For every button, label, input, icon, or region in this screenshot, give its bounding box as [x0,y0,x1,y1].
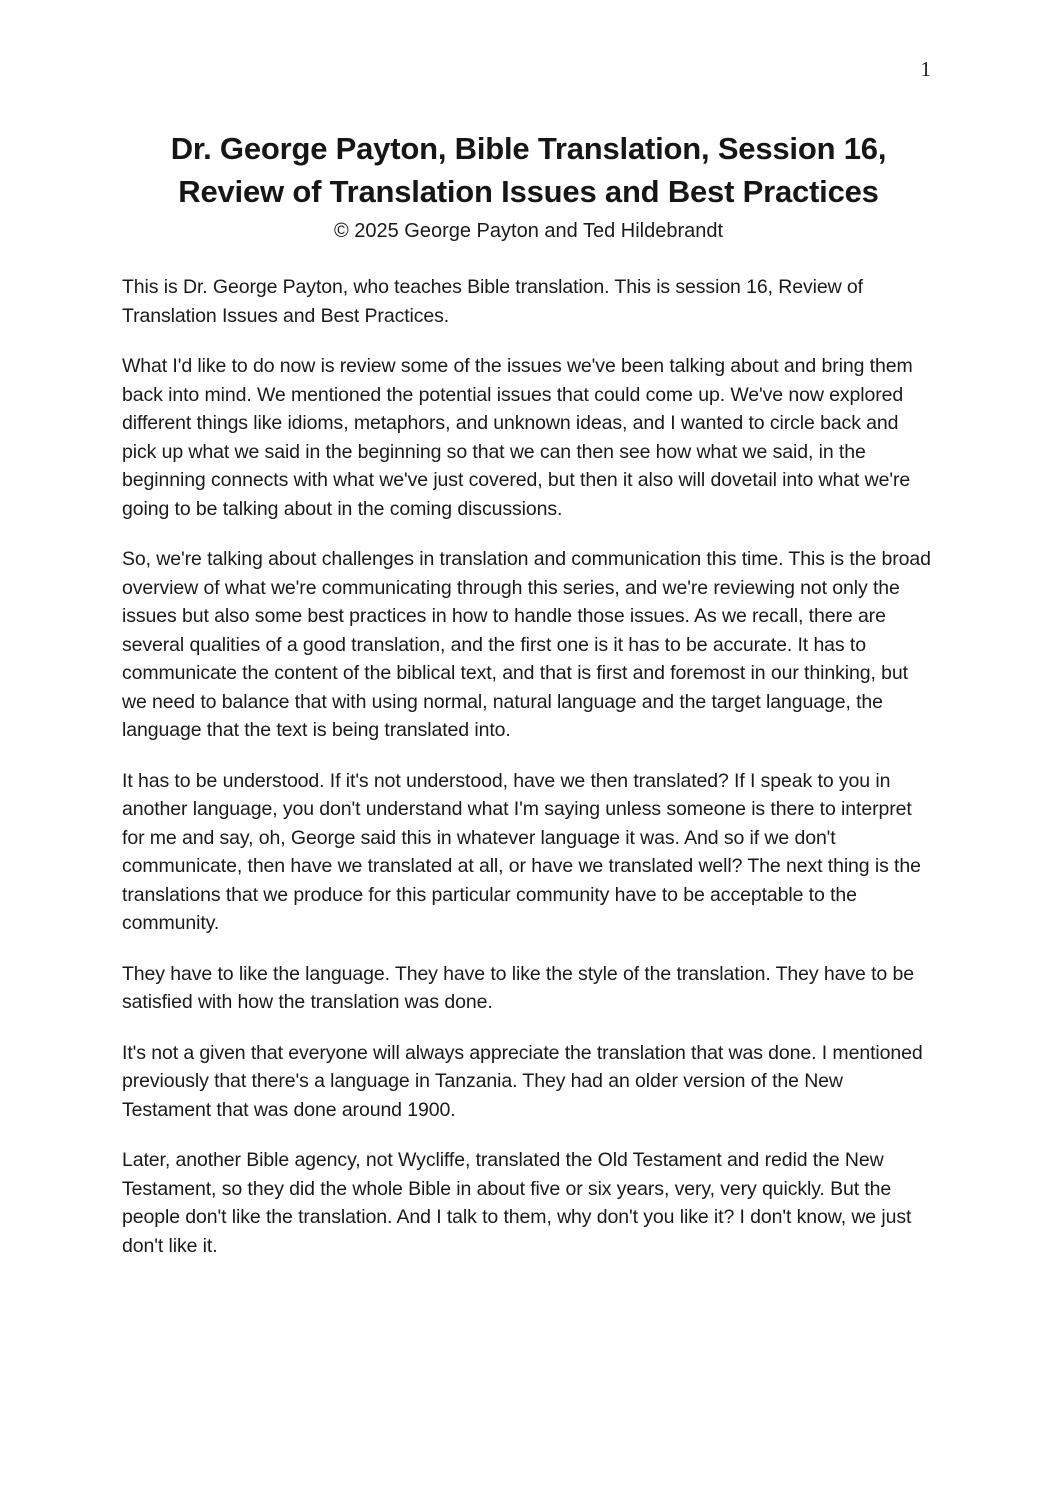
title-line-2: Review of Translation Issues and Best Practices [178,174,879,209]
paragraph-3: So, we're talking about challenges in translation and communication this time. This is the broad overview of what we're communicating through this series, and we're reviewing not only the issues but also some best practices in how to handle those issues. As we recall, there are several qualities of a good translation, and the first one is it has to be accurate. It has to communicate the content of the biblical text, and that is first and foremost in our thinking, but we need to balance that with using normal, natural language and the target language, the language that the text is being translated into. [122,548,931,741]
paragraph-2: What I'd like to do now is review some of the issues we've been talking about and bring them back into mind. We mentioned the potential issues that could come up. We've now explored different things like idioms, metaphors, and unknown ideas, and I wanted to circle back and pick up what we said in the beginning so that we can then see how what we said, in the beginning connects with what we've just covered, but then it also will dovetail into what we're going to be talking about in the coming discussions. [122,355,913,520]
paragraph-7: Later, another Bible agency, not Wycliffe, translated the Old Testament and redid the New Testament, so they did the whole Bible in about five or six years, very, very quickly. But the people don't like the translation. And I talk to them, why don't you like it? I don't know, we just don't like it. [122,1149,912,1257]
paragraph-6: It's not a given that everyone will always appreciate the translation that was done. I mentioned previously that there's a language in Tanzania. They had an older version of the New Testament that was done around 1900. [122,1041,923,1121]
document-title [122,127,935,213]
page-number: 1 [920,57,931,81]
title-line-1: Dr. George Payton, Bible Translation, Session 16, [170,131,887,166]
paragraph-5: They have to like the language. They have to like the style of the translation. They have to be satisfied with how the translation was done. [122,962,914,1013]
copyright-line: © 2025 George Payton and Ted Hildebrandt [333,220,724,242]
document-body [122,273,935,1260]
paragraph-1: This is Dr. George Payton, who teaches Bible translation. This is session 16, Review of Translation Issues and Best Practices. [122,276,863,327]
paragraph-4: It has to be understood. If it's not understood, have we then translated? If I speak to you in another language, you don't understand what I'm saying unless someone is there to interpret for me and say, oh, George said this in whatever language it was. And so if we don't communicate, then have we translated at all, or have we translated well? The next thing is the translations that we produce for this particular community have to be acceptable to the community. [122,769,921,934]
document-header [122,127,935,246]
